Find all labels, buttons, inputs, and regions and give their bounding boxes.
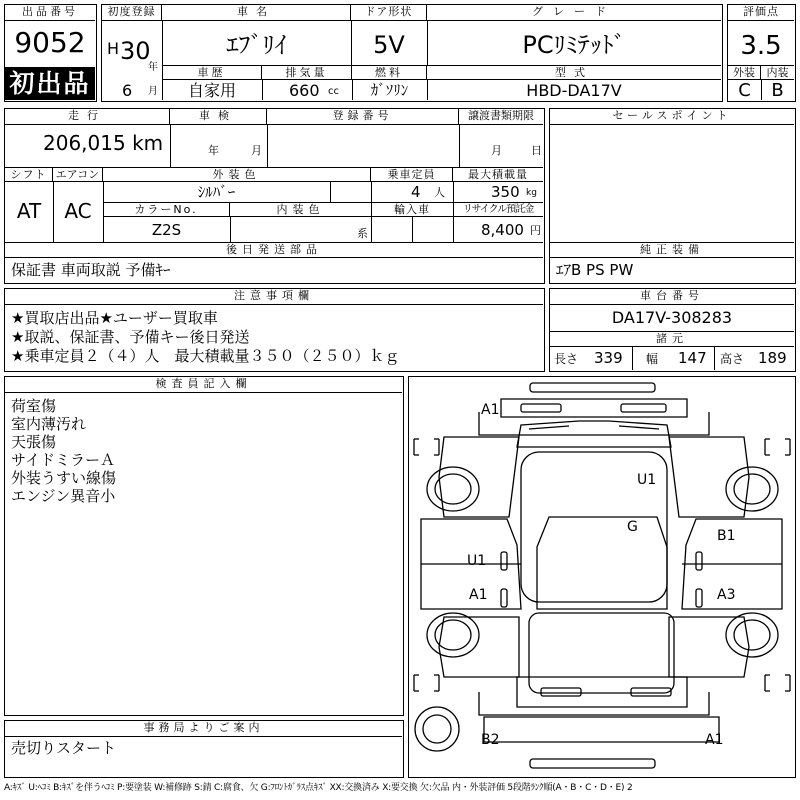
color-no-label: カラーNo.	[103, 203, 230, 217]
color-no-value: Z2S	[151, 221, 182, 239]
inspector-notes-list	[11, 397, 116, 505]
mark-right-front-door: B1	[717, 528, 736, 544]
mileage-value: 206,015 km	[43, 131, 164, 155]
history-label: 車歴	[162, 66, 262, 80]
vehicle-summary-box	[101, 4, 723, 102]
mark-rear-right: A1	[705, 732, 724, 748]
interior-label: 内装	[761, 66, 794, 80]
first-listing-badge	[5, 67, 95, 100]
exterior-label: 外装	[728, 66, 761, 80]
exterior-grade: C	[738, 80, 751, 101]
mark-right-rear-door: A3	[717, 587, 736, 603]
lot-number-box	[4, 4, 97, 102]
mark-glass: G	[627, 519, 638, 535]
int-color-label: 内装色	[230, 203, 371, 217]
lot-number: 9052	[14, 26, 86, 59]
inspector-note: エンジン異音小	[11, 487, 116, 505]
max-load-label: 最大積載量	[453, 168, 543, 182]
mileage-label: 走行	[5, 109, 170, 125]
transfer-month-unit: 月	[491, 144, 502, 157]
first-reg-label: 初度登録	[102, 5, 162, 21]
ext-color-label: 外装色	[103, 168, 371, 182]
capacity-unit: 人	[434, 186, 445, 199]
door-label: ドア形状	[351, 5, 427, 21]
inspector-note: 室内薄汚れ	[11, 415, 87, 433]
mark-front-left: A1	[481, 402, 500, 418]
score-value: 3.5	[740, 31, 782, 61]
chassis-value: DA17V-308283	[611, 308, 733, 327]
chassis-label: 車台番号	[550, 289, 794, 305]
door-value: 5V	[373, 31, 405, 59]
score-box	[727, 4, 796, 102]
month-value: 6	[122, 81, 133, 100]
inspector-notes-box	[4, 376, 404, 716]
sales-point-box	[549, 108, 796, 284]
car-name-label: 車名	[162, 5, 351, 21]
genuine-equip-label: 純正装備	[550, 243, 794, 258]
int-color-suffix: 系	[357, 227, 368, 240]
car-name-value: ｴﾌﾞﾘｲ	[226, 31, 287, 59]
interior-grade: B	[771, 80, 784, 101]
fuel-label: 燃料	[352, 66, 427, 80]
inspector-note: サイドミラーＡ	[11, 451, 115, 469]
mark-roof: U1	[637, 472, 657, 488]
recycle-label: リサイクル預託金	[453, 203, 543, 217]
width-label: 幅	[646, 352, 659, 366]
year-unit: 年	[148, 62, 158, 73]
later-parts-value: 保証書 車両取説 予備ｷｰ	[11, 261, 171, 279]
sales-point-label: セールスポイント	[550, 109, 794, 125]
recycle-unit: 円	[530, 224, 541, 237]
later-parts-label: 後日発送部品	[5, 243, 543, 258]
note-line: ★買取店出品★ユーザー買取車	[11, 309, 218, 327]
month-unit: 月	[148, 86, 158, 97]
fuel-value: ｶﾞｿﾘﾝ	[370, 81, 409, 99]
transfer-day-unit: 日	[531, 144, 542, 157]
dimensions-label: 諸元	[550, 332, 794, 347]
ext-color-value: ｼﾙﾊﾞｰ	[197, 183, 236, 201]
grade-label: グレード	[427, 5, 721, 21]
model-value: HBD-DA17V	[526, 81, 622, 100]
notes-box	[4, 288, 545, 372]
displacement-value: 660	[289, 81, 320, 100]
length-label: 長さ	[554, 352, 579, 366]
genuine-equip-value: ｴｱB PS PW	[556, 261, 634, 279]
model-label: 型式	[427, 66, 721, 80]
inspector-note: 外装うすい線傷	[11, 469, 117, 487]
shift-value: AT	[16, 199, 42, 223]
height-value: 189	[758, 349, 787, 367]
reg-no-label: 登録番号	[267, 109, 459, 125]
displacement-label: 排気量	[262, 66, 352, 80]
inspector-notes-label: 検査員記入欄	[5, 377, 402, 393]
grade-value: PCﾘﾐﾃｯﾄﾞ	[522, 31, 626, 59]
inspection-label: 車検	[170, 109, 267, 125]
first-listing-text: 初出品	[9, 69, 91, 98]
aircon-value: AC	[64, 199, 92, 223]
office-notice-label: 事務局よりご案内	[5, 721, 402, 737]
lot-no-label: 出品番号	[5, 5, 95, 21]
aircon-label: エアコン	[53, 168, 103, 182]
inspector-note: 荷室傷	[11, 397, 57, 415]
score-label: 評価点	[728, 5, 794, 21]
note-line: ★乗車定員２（４）人 最大積載量３５０（２５０）ｋｇ	[11, 347, 400, 365]
max-load-value: 350	[491, 183, 520, 201]
shift-label: シフト	[5, 168, 53, 182]
car-diagram-box	[408, 376, 796, 778]
mark-rear-left: B2	[481, 732, 500, 748]
capacity-label: 乗車定員	[371, 168, 453, 182]
width-value: 147	[678, 349, 707, 367]
office-notice-value: 売切りスタート	[11, 739, 117, 757]
note-line: ★取説、保証書、予備キー後日発送	[11, 328, 250, 346]
capacity-value: 4	[411, 183, 421, 201]
displacement-unit: cc	[328, 86, 339, 97]
inspector-note: 天張傷	[11, 433, 57, 451]
car-diagram	[409, 377, 794, 776]
recycle-value: 8,400	[481, 221, 524, 239]
details-box	[4, 108, 545, 284]
chassis-box	[549, 288, 796, 372]
legend-text: A:ｷｽﾞ U:ﾍｺﾐ B:ｷｽﾞを伴うﾍｺﾐ P:要塗装 W:補修跡 S:錆 C:腐食、欠 G:ﾌﾛﾝﾄｶﾞﾗｽ点ｷｽﾞ XX:交換済み X:要交換 欠:欠品 内・外装評価 5段階ﾗﾝｸ順(A・B・C・D・E) 2	[4, 783, 633, 793]
transfer-label: 譲渡書類期限	[459, 109, 543, 125]
mark-left-rear-door: A1	[469, 587, 488, 603]
height-label: 高さ	[720, 352, 745, 366]
history-value: 自家用	[187, 81, 236, 100]
notes-list	[11, 309, 399, 366]
max-load-unit: kg	[526, 188, 537, 198]
year-value: 30	[120, 37, 151, 65]
mark-left-front-door: U1	[467, 553, 487, 569]
length-value: 339	[594, 349, 623, 367]
notes-label: 注意事項欄	[5, 289, 543, 305]
inspection-month-unit: 月	[251, 144, 262, 157]
office-notice-box	[4, 720, 404, 778]
era-letter: H	[107, 39, 120, 58]
import-label: 輸入車	[371, 203, 453, 217]
inspection-year-unit: 年	[208, 144, 219, 157]
